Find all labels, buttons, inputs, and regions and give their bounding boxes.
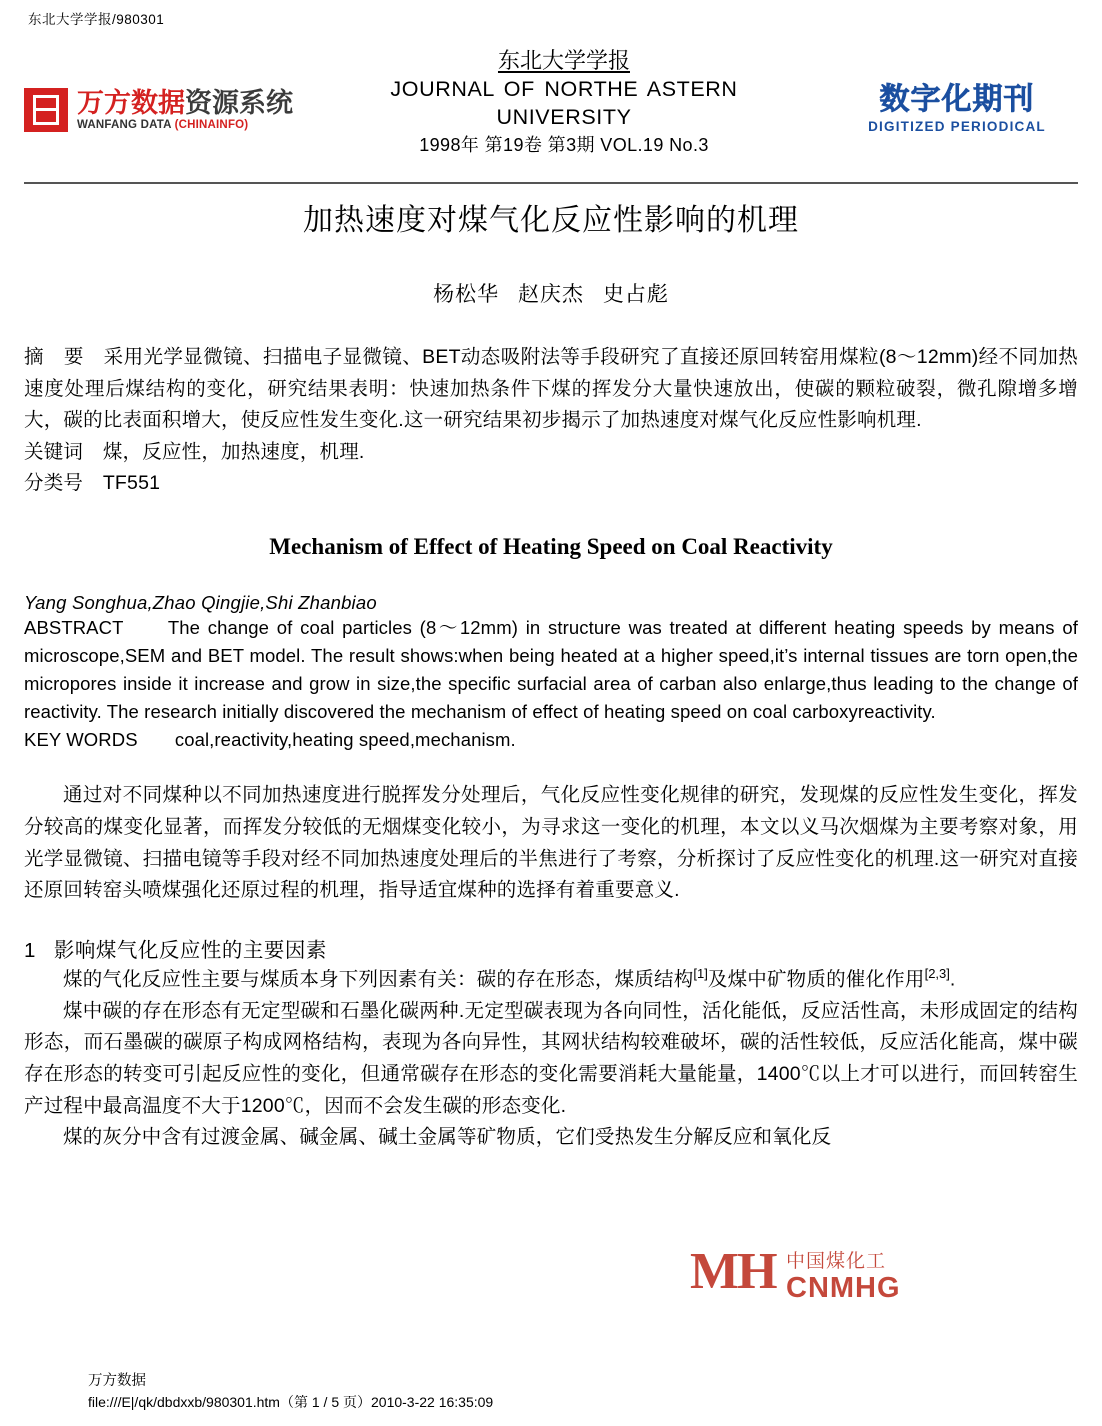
wanfang-logo-en xyxy=(77,119,293,131)
cnmhg-en-text: CNMHG xyxy=(786,1272,901,1304)
section1-paragraph-3: 煤的灰分中含有过渡金属、碱金属、碱土金属等矿物质，它们受热发生分解反应和氧化反 xyxy=(63,1126,832,1149)
wanfang-logo-cn-sub: 资源系统 xyxy=(185,87,293,118)
article-content xyxy=(24,196,1078,1154)
section1-paragraph-2: 煤中碳的存在形态有无定型碳和石墨化碳两种.无定型碳表现为各向同性，活化能低，反应活性高，未形成固定的结构形态，而石墨碳的碳原子构成网格结构，表现为各向异性，其网状结构较难破坏，碳的活性较低，反应活化能高，煤中碳存在形态的转变可引起反应性的变化，但通常碳存在形态的变化需要消耗大量能量，1400℃以上才可以进行，而回转窑生产过程中最高温度不大于1200℃，因而不会发生碳的形态变化. xyxy=(24,999,1078,1117)
section-number-1: 1 xyxy=(24,938,36,962)
wanfang-data-logo xyxy=(24,84,344,136)
footer-file-path: file:///E|/qk/dbdxxb/980301.htm（第 1 / 5 页）2010-3-22 16:35:09 xyxy=(88,1393,494,1410)
intro-paragraph: 通过对不同煤种以不同加热速度进行脱挥发分处理后，气化反应性变化规律的研究，发现煤的反应性发生变化，挥发分较高的煤变化显著，而挥发分较低的无烟煤变化较小，为寻求这一变化的机理，本文以义马次烟煤为主要考察对象，用光学显微镜、扫描电镜等手段对经不同加热速度处理后的半焦进行了考察，分析探讨了反应性变化的机理.这一研究对直接还原回转窑头喷煤强化还原过程的机理，指导适宜煤种的选择有着重要意义. xyxy=(24,784,1078,902)
section-heading-1 xyxy=(24,933,1078,963)
classification-label: 分类号 xyxy=(24,472,84,495)
classification-value: TF551 xyxy=(102,472,161,495)
wanfang-mark-icon xyxy=(24,88,68,132)
abstract-cn-text: 采用光学显微镜、扫描电子显微镜、BET动态吸附法等手段研究了直接还原回转窑用煤粒(8～12mm)经不同加热速度处理后煤结构的变化，研究结果表明：快速加热条件下煤的挥发分大量快速放出，使碳的颗粒破裂，微孔隙增多增大，碳的比表面积增大，使反应性发生变化.这一研究结果初步揭示了加热速度对煤气化反应性影响机理. xyxy=(24,346,1079,432)
page-footer xyxy=(88,1371,493,1412)
journal-title-en-line1: JOURNAL OF NORTHE ASTERN xyxy=(390,76,738,101)
reference-marker-2: [2,3] xyxy=(924,965,950,981)
header-divider xyxy=(24,182,1078,184)
journal-issue-info: 1998年 第19卷 第3期 VOL.19 No.3 xyxy=(419,134,709,155)
wanfang-logo-en-sub: (CHINAINFO) xyxy=(174,119,249,132)
keywords-en-label: KEY WORDS xyxy=(24,729,138,751)
wanfang-logo-cn xyxy=(77,89,293,117)
wanfang-logo-text xyxy=(77,89,293,131)
section1-p1-text-a: 煤的气化反应性主要与煤质本身下列因素有关：碳的存在形态，煤质结构 xyxy=(63,968,694,991)
keywords-en-text: coal,reactivity,heating speed,mechanism. xyxy=(174,729,516,751)
digitized-periodical-logo xyxy=(852,84,1062,134)
journal-title-cn: 东北大学学报 xyxy=(497,48,630,73)
abstract-cn xyxy=(24,342,1078,437)
header-breadcrumb: 东北大学学报/980301 xyxy=(28,12,165,27)
abstract-en xyxy=(24,614,1078,726)
page-title: 加热速度对煤气化反应性影响的机理 xyxy=(303,204,799,237)
digitized-periodical-en: DIGITIZED PERIODICAL xyxy=(868,118,1046,134)
reference-marker-1: [1] xyxy=(693,965,708,981)
classification-number xyxy=(24,468,1078,500)
cnmhg-watermark xyxy=(690,1244,905,1312)
cnmhg-mark-icon: MH xyxy=(690,1243,776,1300)
journal-title-en-line2: UNIVERSITY xyxy=(496,104,632,129)
section1-paragraph-1 xyxy=(24,963,1078,996)
keywords-en xyxy=(24,726,1078,754)
cnmhg-cn-text: 中国煤化工 xyxy=(786,1251,887,1272)
keywords-cn-text: 煤，反应性，加热速度，机理. xyxy=(102,440,365,463)
wanfang-logo-en-main: WANFANG DATA xyxy=(77,119,172,132)
footer-wanfang-label: 万方数据 xyxy=(88,1372,146,1389)
section1-p1-text-b: 及煤中矿物质的催化作用 xyxy=(707,968,925,991)
abstract-en-text: The change of coal particles (8～12mm) in structure was treated at different heating speeds by means of microscope,SEM and BET model. The result shows:when being heated at a higher speed,it’s internal tissues are torn open,the micropores inside it increase and grow in size,the specific surfacial area of carban also enlarge,thus leading to the change of reactivity. The research initially discovered the mechanism of effect of heating speed on coal carboxyreactivity. xyxy=(24,616,1079,723)
authors-cn: 杨松华 赵庆杰 史占彪 xyxy=(433,283,669,306)
wanfang-logo-cn-main: 万方数据 xyxy=(77,87,185,118)
journal-masthead xyxy=(24,46,1078,176)
section-title-1: 影响煤气化反应性的主要因素 xyxy=(53,938,327,962)
paper-title-en: Mechanism of Effect of Heating Speed on Coal Reactivity xyxy=(269,533,833,559)
keywords-cn xyxy=(24,437,1078,469)
authors-en: Yang Songhua,Zhao Qingjie,Shi Zhanbiao xyxy=(24,591,377,613)
abstract-cn-label: 摘 要 xyxy=(24,346,84,368)
journal-title-block xyxy=(354,46,774,159)
keywords-cn-label: 关键词 xyxy=(24,440,84,463)
section1-p1-text-c: . xyxy=(949,968,956,991)
abstract-en-label: ABSTRACT xyxy=(24,616,124,638)
digitized-periodical-cn: 数字化期刊 xyxy=(879,83,1035,116)
